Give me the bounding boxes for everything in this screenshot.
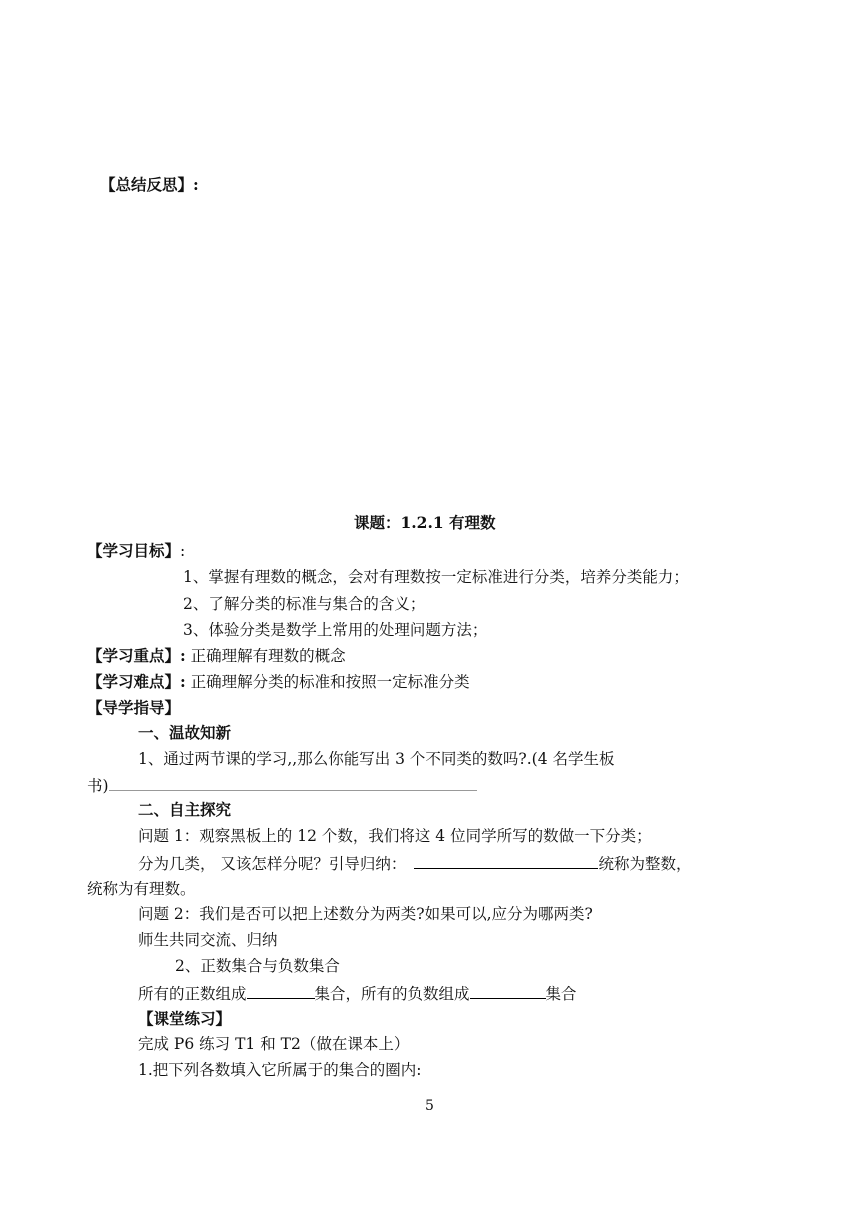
sets-b: 集合，所有的负数组成 [314, 985, 470, 1003]
key-point-row [87, 646, 346, 666]
objectives-suffix: : [180, 542, 186, 560]
positive-set-blank[interactable] [247, 983, 315, 999]
objectives-label: 【学习目标】 [87, 541, 181, 560]
objective-item: 1、掌握有理数的概念，会对有理数按一定标准进行分类，培养分类能力； [183, 568, 689, 586]
practice-item1: 1.把下列各数填入它所属于的集合的圈内: [138, 1061, 422, 1079]
guide-heading: 【导学指导】 [87, 698, 181, 717]
answer-blank[interactable] [109, 775, 477, 791]
objectives-heading [87, 541, 185, 561]
practice-task: 完成 P6 练习 T1 和 T2（做在课本上） [138, 1035, 410, 1053]
classify-line2: 统称为有理数。 [87, 880, 196, 898]
difficulty-row [87, 672, 470, 692]
difficulty-label: 【学习难点】: [87, 672, 186, 691]
problem1-text: 问题 1：观察黑板上的 12 个数，我们将这 4 位同学所写的数做一下分类； [138, 827, 652, 845]
question1-line1: 1、通过两节课的学习,,那么你能写出 3 个不同类的数吗?.(4 名学生板 [138, 750, 615, 768]
classify-suffix: 统称为整数， [598, 855, 692, 873]
classify-row [138, 853, 691, 874]
key-point-label: 【学习重点】: [87, 646, 186, 665]
question1-prefix: 书) [87, 777, 109, 795]
lesson-title: 课题：1.2.1 有理数 [354, 513, 496, 532]
sets-a: 所有的正数组成 [138, 985, 247, 1003]
section1-heading: 一、温故知新 [138, 723, 232, 742]
discuss-text: 师生共同交流、归纳 [138, 931, 278, 949]
integer-blank[interactable] [414, 853, 598, 869]
question1-line2 [87, 775, 477, 796]
summary-heading: 【总结反思】: [100, 175, 199, 194]
sets-row [138, 983, 577, 1004]
objective-item: 3、体验分类是数学上常用的处理问题方法； [183, 621, 488, 639]
sets-c: 集合 [545, 985, 577, 1003]
classify-prefix: 分为几类， 又该怎样分呢？引导归纳： [138, 855, 407, 873]
practice-heading: 【课堂练习】 [138, 1009, 232, 1028]
sets-heading: 2、正数集合与负数集合 [175, 957, 340, 975]
problem2-text: 问题 2：我们是否可以把上述数分为两类?如果可以,应分为哪两类? [138, 905, 593, 923]
difficulty-text: 正确理解分类的标准和按照一定标准分类 [190, 673, 470, 691]
section2-heading: 二、自主探究 [138, 800, 232, 819]
negative-set-blank[interactable] [470, 983, 546, 999]
key-point-text: 正确理解有理数的概念 [190, 647, 346, 665]
objective-item: 2、了解分类的标准与集合的含义； [183, 595, 426, 613]
page-number: 5 [425, 1098, 434, 1114]
